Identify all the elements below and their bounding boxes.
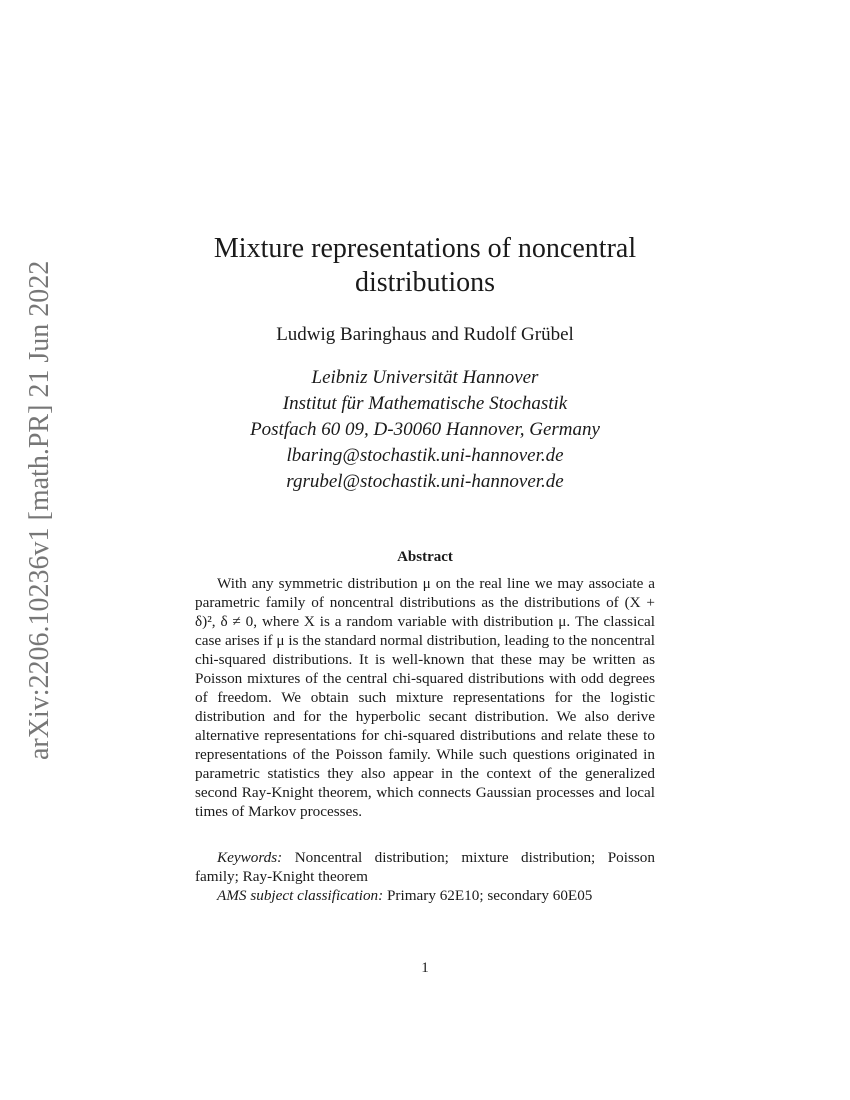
affiliation-block [150, 365, 700, 495]
author-email-2: rgrubel@stochastik.uni-hannover.de [286, 471, 564, 492]
title-line-1: Mixture representations of noncentral [213, 233, 637, 264]
author-email-1: lbaring@stochastik.uni-hannover.de [286, 445, 564, 466]
affiliation-address: Postfach 60 09, D-30060 Hannover, Germany [250, 419, 600, 440]
paper-title [150, 232, 700, 300]
affiliation-university: Leibniz Universität Hannover [311, 367, 539, 388]
keywords-label: Keywords: [217, 849, 283, 866]
ams-classification-line [195, 886, 655, 905]
page-number: 1 [421, 960, 429, 976]
affiliation-institute: Institut für Mathematische Stochastik [282, 393, 568, 414]
abstract-text: With any symmetric distribution μ on the real line we may associate a parametric family of noncentral distributions as the distributions of (X + δ)², δ ≠ 0, where X is a random variable with distribution μ. The classical case arises if μ is the standard normal distribution, leading to the noncentral chi-squared distributions. It is well-known that these may be written as Poisson mixtures of the central chi-squared distributions with odd degrees of freedom. We obtain such mixture representations for the logistic distribution and for the hyperbolic secant distribution. We also derive alternative representations for chi-squared distributions and relate these to representations of the Poisson family. While such questions originated in parametric statistics they also appear in the context of the generalized second Ray-Knight theorem, which connects Gaussian processes and local times of Markov processes. [195, 575, 655, 820]
ams-text: Primary 62E10; secondary 60E05 [383, 887, 593, 904]
ams-label: AMS subject classification: [217, 887, 384, 904]
title-line-2: distributions [354, 267, 495, 298]
keywords-line [195, 848, 655, 886]
keywords-text: Noncentral distribution; mixture distribution; Poisson family; Ray-Knight theorem [195, 849, 655, 885]
author-list: Ludwig Baringhaus and Rudolf Grübel [276, 324, 574, 345]
arxiv-identifier-stamp: arXiv:2206.10236v1 [math.PR] 21 Jun 2022 [24, 260, 55, 760]
abstract-heading: Abstract [397, 549, 453, 565]
